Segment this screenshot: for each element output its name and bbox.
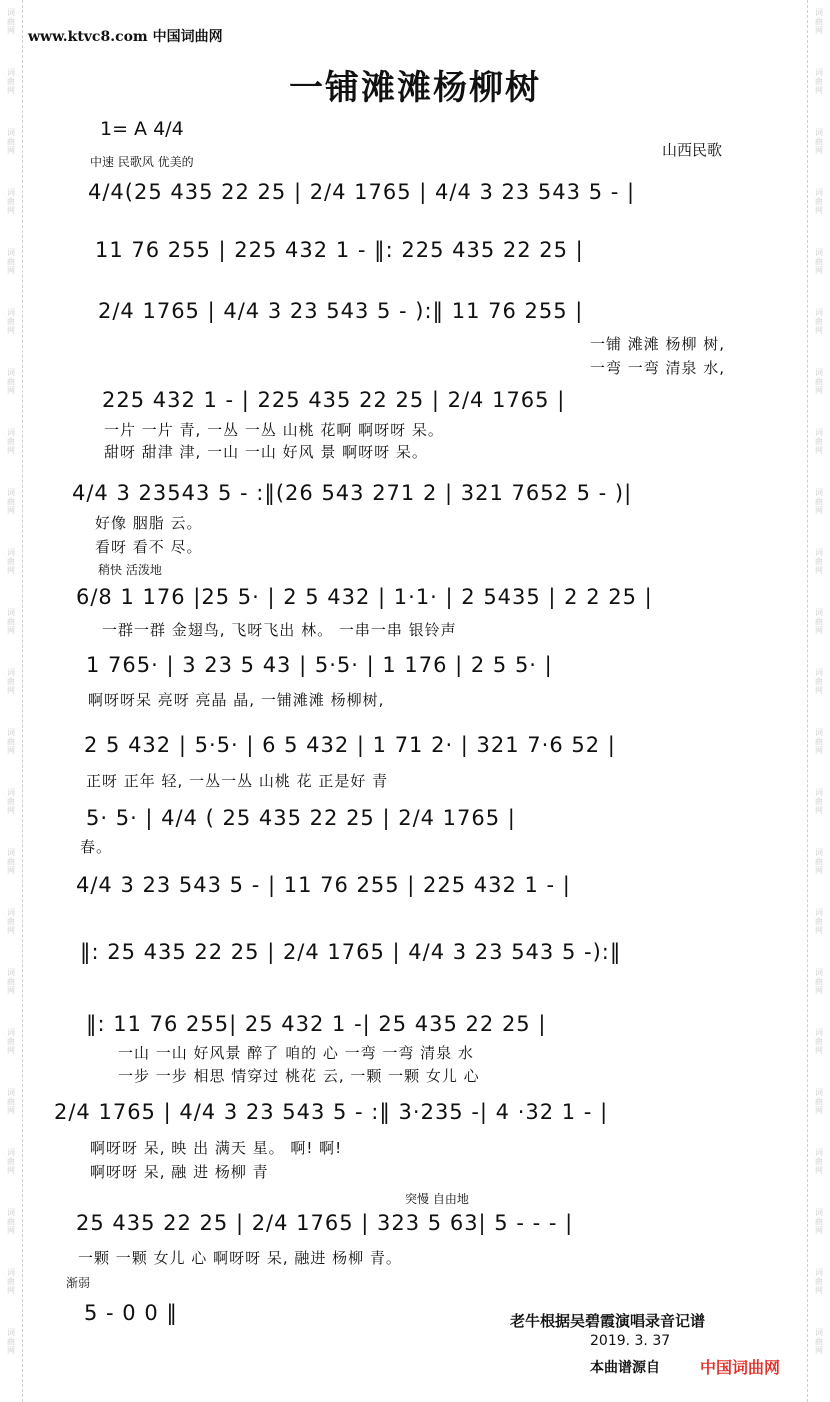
watermark-stamp: 词 曲 网 bbox=[7, 8, 15, 35]
tempo-marking: 中速 民歌风 优美的 bbox=[90, 155, 194, 169]
watermark-stamp: 词 曲 网 bbox=[7, 728, 15, 755]
watermark-stamp: 词 曲 网 bbox=[7, 1268, 15, 1295]
watermark-stamp: 词 曲 网 bbox=[815, 1268, 823, 1295]
watermark-stamp: 词 曲 网 bbox=[7, 248, 15, 275]
lyric-line: 春。 bbox=[80, 838, 113, 856]
watermark-stamp: 词 曲 网 bbox=[7, 1088, 15, 1115]
transcription-credit: 老牛根据吴碧霞演唱录音记谱 bbox=[510, 1312, 706, 1330]
watermark-stamp: 词 曲 网 bbox=[815, 428, 823, 455]
song-origin: 山西民歌 bbox=[662, 141, 723, 159]
watermark-stamp: 词 曲 网 bbox=[815, 788, 823, 815]
source-label: 本曲谱源自 bbox=[590, 1360, 660, 1376]
watermark-stamp: 词 曲 网 bbox=[7, 368, 15, 395]
tempo-marking: 渐弱 bbox=[66, 1276, 91, 1290]
key-signature: 1= A 4/4 bbox=[100, 118, 184, 140]
lyric-line: 好像 胭脂 云。 bbox=[95, 514, 203, 532]
score-line-9: 5· 5· | 4/4 ( 25 435 22 25 | 2/4 1765 | bbox=[86, 806, 516, 830]
score-line-3: 2/4 1765 | 4/4 3 23 543 5 - ):‖ 11 76 255 | bbox=[98, 299, 584, 323]
watermark-stamp: 词 曲 网 bbox=[7, 1028, 15, 1055]
watermark-stamp: 词 曲 网 bbox=[815, 308, 823, 335]
score-line-4: 225 432 1 - | 225 435 22 25 | 2/4 1765 | bbox=[102, 388, 566, 412]
watermark-stamp: 词 曲 网 bbox=[7, 1328, 15, 1355]
watermark-stamp: 词 曲 网 bbox=[815, 1028, 823, 1055]
lyric-line: 一弯 一弯 清泉 水, bbox=[590, 359, 726, 377]
watermark-stamp: 词 曲 网 bbox=[815, 488, 823, 515]
tempo-marking: 突慢 自由地 bbox=[405, 1192, 469, 1206]
watermark-stamp: 词 曲 网 bbox=[815, 1148, 823, 1175]
watermark-stamp: 词 曲 网 bbox=[7, 188, 15, 215]
score-line-8: 2 5 432 | 5·5· | 6 5 432 | 1 71 2· | 321 7·6 52 | bbox=[84, 733, 616, 757]
transcription-date: 2019. 3. 37 bbox=[590, 1333, 671, 1349]
watermark-stamp: 词 曲 网 bbox=[7, 428, 15, 455]
lyric-line: 看呀 看不 尽。 bbox=[95, 538, 203, 556]
watermark-stamp: 词 曲 网 bbox=[7, 968, 15, 995]
watermark-stamp: 词 曲 网 bbox=[7, 848, 15, 875]
lyric-line: 一群一群 金翅鸟, 飞呀飞出 林。 一串一串 银铃声 bbox=[102, 621, 457, 639]
score-line-10: 4/4 3 23 543 5 - | 11 76 255 | 225 432 1 - | bbox=[76, 873, 571, 897]
score-line-14: 25 435 22 25 | 2/4 1765 | 323 5 63| 5 - - - | bbox=[76, 1211, 574, 1235]
watermark-stamp: 词 曲 网 bbox=[815, 188, 823, 215]
watermark-stamp: 词 曲 网 bbox=[815, 908, 823, 935]
watermark-stamp: 词 曲 网 bbox=[815, 548, 823, 575]
watermark-stamp: 词 曲 网 bbox=[815, 68, 823, 95]
lyric-line: 一颗 一颗 女儿 心 啊呀呀 呆, 融进 杨柳 青。 bbox=[78, 1249, 402, 1267]
lyric-line: 一山 一山 好风景 醉了 咱的 心 一弯 一弯 清泉 水 bbox=[118, 1044, 474, 1062]
watermark-stamp: 词 曲 网 bbox=[815, 848, 823, 875]
lyric-line: 一片 一片 青, 一丛 一丛 山桃 花啊 啊呀呀 呆。 bbox=[104, 421, 444, 439]
song-title: 一铺滩滩杨柳树 bbox=[289, 68, 541, 108]
watermark-stamp: 词 曲 网 bbox=[7, 1208, 15, 1235]
score-line-7: 1 765· | 3 23 5 43 | 5·5· | 1 176 | 2 5 5· | bbox=[86, 653, 553, 677]
watermark-stamp: 词 曲 网 bbox=[7, 548, 15, 575]
watermark-stamp: 词 曲 网 bbox=[815, 368, 823, 395]
lyric-line: 啊呀呀呆 亮呀 亮晶 晶, 一铺滩滩 杨柳树, bbox=[88, 691, 385, 709]
score-line-6: 6/8 1 176 |25 5· | 2 5 432 | 1·1· | 2 5435 | 2 2 25 | bbox=[76, 585, 653, 609]
source-site-link[interactable]: 中国词曲网 bbox=[700, 1358, 781, 1377]
score-line-2: 11 76 255 | 225 432 1 - ‖: 225 435 22 25 | bbox=[95, 238, 584, 262]
lyric-line: 啊呀呀 呆, 映 出 满天 星。 啊! 啊! bbox=[90, 1139, 343, 1157]
watermark-stamp: 词 曲 网 bbox=[7, 68, 15, 95]
site-header[interactable]: www.ktvc8.com 中国词曲网 bbox=[28, 29, 223, 45]
watermark-stamp: 词 曲 网 bbox=[7, 908, 15, 935]
watermark-stamp: 词 曲 网 bbox=[815, 968, 823, 995]
tempo-marking: 稍快 活泼地 bbox=[98, 563, 162, 577]
watermark-stamp: 词 曲 网 bbox=[7, 788, 15, 815]
watermark-stamp: 词 曲 网 bbox=[7, 1148, 15, 1175]
score-line-12: ‖: 11 76 255| 25 432 1 -| 25 435 22 25 | bbox=[86, 1012, 547, 1036]
watermark-stamp: 词 曲 网 bbox=[815, 128, 823, 155]
watermark-stamp: 词 曲 网 bbox=[815, 728, 823, 755]
lyric-line: 正呀 正年 轻, 一丛一丛 山桃 花 正是好 青 bbox=[86, 772, 389, 790]
lyric-line: 啊呀呀 呆, 融 进 杨柳 青 bbox=[90, 1163, 269, 1181]
score-line-11: ‖: 25 435 22 25 | 2/4 1765 | 4/4 3 23 543 5 -):‖ bbox=[80, 940, 622, 964]
score-line-1: 4/4(25 435 22 25 | 2/4 1765 | 4/4 3 23 543 5 - | bbox=[88, 180, 636, 204]
watermark-stamp: 词 曲 网 bbox=[815, 1328, 823, 1355]
watermark-stamp: 词 曲 网 bbox=[815, 1088, 823, 1115]
watermark-stamp: 词 曲 网 bbox=[815, 608, 823, 635]
watermark-stamp: 词 曲 网 bbox=[7, 488, 15, 515]
lyric-line: 一铺 滩滩 杨柳 树, bbox=[590, 335, 726, 353]
score-line-5: 4/4 3 23543 5 - :‖(26 543 271 2 | 321 7652 5 - )| bbox=[72, 481, 633, 505]
watermark-stamp: 词 曲 网 bbox=[7, 308, 15, 335]
lyric-line: 一步 一步 相思 情穿过 桃花 云, 一颗 一颗 女儿 心 bbox=[118, 1067, 480, 1085]
watermark-stamp: 词 曲 网 bbox=[7, 128, 15, 155]
watermark-stamp: 词 曲 网 bbox=[7, 668, 15, 695]
watermark-stamp: 词 曲 网 bbox=[815, 668, 823, 695]
watermark-stamp: 词 曲 网 bbox=[815, 1208, 823, 1235]
score-line-15: 5 - 0 0 ‖ bbox=[84, 1301, 178, 1325]
watermark-stamp: 词 曲 网 bbox=[815, 8, 823, 35]
lyric-line: 甜呀 甜津 津, 一山 一山 好风 景 啊呀呀 呆。 bbox=[104, 443, 428, 461]
watermark-stamp: 词 曲 网 bbox=[7, 608, 15, 635]
watermark-stamp: 词 曲 网 bbox=[815, 248, 823, 275]
score-line-13: 2/4 1765 | 4/4 3 23 543 5 - :‖ 3·235 -| 4 ·32 1 - | bbox=[54, 1100, 609, 1124]
